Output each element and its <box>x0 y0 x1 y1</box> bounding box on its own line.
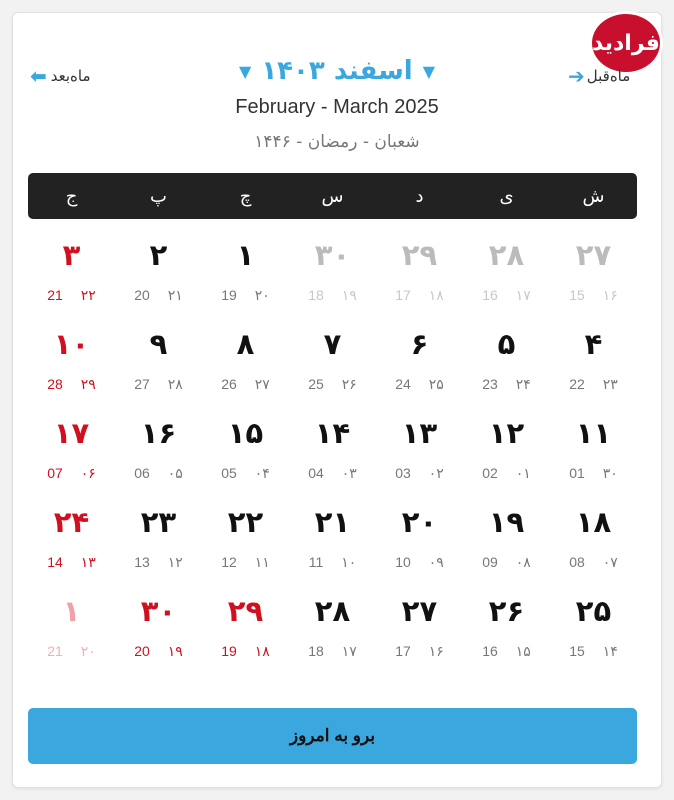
hijri-day-number: ۱۳ <box>80 554 96 570</box>
calendar-day-cell[interactable] <box>202 404 289 493</box>
weekday-label: ج <box>65 185 78 207</box>
gregorian-day-number: 19 <box>221 643 237 659</box>
gregorian-day-number: 17 <box>395 287 411 303</box>
hijri-day-number: ۲۹ <box>80 376 96 392</box>
gregorian-day-number: 18 <box>308 287 324 303</box>
secondary-dates <box>550 376 637 393</box>
solar-day-number: ۱۱ <box>575 416 612 450</box>
solar-day-number: ۲۵ <box>575 594 612 628</box>
solar-day-number: ۲ <box>149 238 168 272</box>
gregorian-day-number: 21 <box>47 287 63 303</box>
hijri-day-number: ۲۵ <box>428 376 444 392</box>
secondary-dates <box>115 465 202 482</box>
secondary-dates <box>463 287 550 304</box>
hijri-day-number: ۲۰ <box>80 643 96 659</box>
gregorian-day-number: 03 <box>395 465 411 481</box>
calendar-day-cell[interactable] <box>376 315 463 404</box>
solar-day-number: ۱۳ <box>401 416 438 450</box>
hijri-day-number: ۱۷ <box>341 643 357 659</box>
chevron-down-icon: ▼ <box>422 61 435 81</box>
calendar-day-cell[interactable] <box>463 315 550 404</box>
gregorian-day-number: 26 <box>221 376 237 392</box>
gregorian-day-number: 21 <box>47 643 63 659</box>
secondary-dates <box>115 643 202 660</box>
gregorian-day-number: 15 <box>569 287 585 303</box>
calendar-day-cell[interactable] <box>202 226 289 315</box>
hijri-day-number: ۲۲ <box>80 287 96 303</box>
hijri-day-number: ۰۴ <box>254 465 270 481</box>
solar-day-number: ۳۰ <box>314 238 351 272</box>
solar-day-number: ۱۴ <box>314 416 351 450</box>
next-month-label: ماه‌بعد <box>50 67 91 85</box>
solar-day-number: ۱۶ <box>140 416 177 450</box>
calendar-day-cell[interactable] <box>115 404 202 493</box>
hijri-day-number: ۲۱ <box>167 287 183 303</box>
hijri-day-number: ۱۶ <box>428 643 444 659</box>
solar-day-number: ۲۸ <box>314 594 351 628</box>
solar-day-number: ۲۶ <box>488 594 525 628</box>
weekday-label: پ <box>150 185 167 207</box>
calendar-day-cell[interactable] <box>28 315 115 404</box>
secondary-dates <box>376 465 463 482</box>
secondary-dates <box>202 287 289 304</box>
calendar-day-cell[interactable] <box>202 582 289 671</box>
gregorian-day-number: 19 <box>221 287 237 303</box>
solar-day-number: ۷ <box>323 327 342 361</box>
calendar-day-cell[interactable] <box>115 493 202 582</box>
gregorian-day-number: 09 <box>482 554 498 570</box>
secondary-dates <box>376 643 463 660</box>
calendar-day-cell[interactable] <box>289 582 376 671</box>
secondary-dates <box>115 287 202 304</box>
month-selector[interactable] <box>0 56 674 86</box>
logo-text: فرادید <box>592 30 660 56</box>
hijri-day-number: ۲۶ <box>341 376 357 392</box>
solar-day-number: ۲۷ <box>401 594 438 628</box>
calendar-day-cell[interactable] <box>28 493 115 582</box>
solar-day-number: ۲۴ <box>53 505 90 539</box>
chevron-down-icon: ▼ <box>239 61 252 81</box>
secondary-dates <box>289 554 376 571</box>
hijri-day-number: ۲۰ <box>254 287 270 303</box>
hijri-day-number: ۱۵ <box>515 643 531 659</box>
hijri-day-number: ۱۷ <box>515 287 531 303</box>
gregorian-day-number: 15 <box>569 643 585 659</box>
hijri-day-number: ۰۲ <box>428 465 444 481</box>
hijri-day-number: ۲۴ <box>515 376 531 392</box>
solar-day-number: ۲۲ <box>227 505 264 539</box>
gregorian-day-number: 12 <box>221 554 237 570</box>
calendar-day-cell[interactable] <box>115 315 202 404</box>
gregorian-day-number: 16 <box>482 287 498 303</box>
secondary-dates <box>463 643 550 660</box>
solar-day-number: ۲۷ <box>575 238 612 272</box>
hijri-day-number: ۱۸ <box>428 287 444 303</box>
calendar-week-row <box>28 582 637 671</box>
gregorian-day-number: 07 <box>47 465 63 481</box>
gregorian-day-number: 18 <box>308 643 324 659</box>
calendar-day-cell[interactable] <box>550 493 637 582</box>
calendar-day-cell[interactable] <box>376 404 463 493</box>
solar-day-number: ۱۲ <box>488 416 525 450</box>
solar-day-number: ۲۳ <box>140 505 177 539</box>
secondary-dates <box>289 287 376 304</box>
gregorian-day-number: 28 <box>47 376 63 392</box>
hijri-day-number: ۰۹ <box>428 554 444 570</box>
solar-day-number: ۲۹ <box>227 594 264 628</box>
secondary-dates <box>463 554 550 571</box>
solar-day-number: ۲۸ <box>488 238 525 272</box>
gregorian-day-number: 13 <box>134 554 150 570</box>
calendar-week-row <box>28 493 637 582</box>
calendar-week-row <box>28 315 637 404</box>
calendar-day-cell[interactable] <box>550 315 637 404</box>
hijri-day-number: ۲۳ <box>602 376 618 392</box>
gregorian-day-number: 11 <box>308 554 324 570</box>
secondary-dates <box>28 554 115 571</box>
calendar-day-cell[interactable] <box>289 315 376 404</box>
calendar-day-cell[interactable] <box>376 582 463 671</box>
weekday-header <box>28 173 637 219</box>
solar-day-number: ۶ <box>410 327 429 361</box>
calendar-day-cell[interactable] <box>28 404 115 493</box>
secondary-dates <box>289 376 376 393</box>
hijri-day-number: ۱۹ <box>167 643 183 659</box>
calendar-day-cell[interactable] <box>550 226 637 315</box>
solar-day-number: ۱۹ <box>488 505 525 539</box>
hijri-day-number: ۲۷ <box>254 376 270 392</box>
calendar-day-cell[interactable] <box>376 493 463 582</box>
calendar-day-cell[interactable] <box>463 404 550 493</box>
secondary-dates <box>550 554 637 571</box>
gregorian-day-number: 14 <box>47 554 63 570</box>
secondary-dates <box>28 287 115 304</box>
secondary-dates <box>463 465 550 482</box>
hijri-day-number: ۰۶ <box>80 465 96 481</box>
calendar-day-cell[interactable] <box>28 582 115 671</box>
calendar-day-cell[interactable] <box>289 493 376 582</box>
solar-day-number: ۳ <box>62 238 81 272</box>
arrow-left-icon: ⬅ <box>30 64 47 88</box>
gregorian-day-number: 06 <box>134 465 150 481</box>
solar-day-number: ۱ <box>62 594 81 628</box>
calendar-day-cell[interactable] <box>550 404 637 493</box>
go-to-today-button[interactable]: برو به امروز <box>28 708 637 764</box>
hijri-day-number: ۱۲ <box>167 554 183 570</box>
hijri-day-number: ۱۰ <box>341 554 357 570</box>
solar-day-number: ۹ <box>149 327 168 361</box>
hijri-day-number: ۰۱ <box>515 465 531 481</box>
calendar-day-cell[interactable] <box>550 582 637 671</box>
secondary-dates <box>115 554 202 571</box>
calendar-week-row <box>28 404 637 493</box>
calendar-day-cell[interactable] <box>202 315 289 404</box>
gregorian-day-number: 05 <box>221 465 237 481</box>
solar-day-number: ۱۷ <box>53 416 90 450</box>
gregorian-day-number: 01 <box>569 465 585 481</box>
solar-day-number: ۸ <box>236 327 255 361</box>
gregorian-day-number: 20 <box>134 287 150 303</box>
secondary-dates <box>202 554 289 571</box>
calendar-day-cell[interactable] <box>289 404 376 493</box>
calendar-day-cell[interactable] <box>115 226 202 315</box>
secondary-dates <box>28 643 115 660</box>
solar-day-number: ۱ <box>236 238 255 272</box>
solar-day-number: ۱۰ <box>53 327 90 361</box>
secondary-dates <box>550 287 637 304</box>
arrow-right-icon: ➔ <box>568 64 585 88</box>
gregorian-day-number: 20 <box>134 643 150 659</box>
secondary-dates <box>202 376 289 393</box>
secondary-dates <box>289 465 376 482</box>
secondary-dates <box>463 376 550 393</box>
secondary-dates <box>376 376 463 393</box>
solar-day-number: ۲۰ <box>401 505 438 539</box>
secondary-dates <box>550 465 637 482</box>
hijri-day-number: ۰۸ <box>515 554 531 570</box>
gregorian-day-number: 23 <box>482 376 498 392</box>
calendar-day-cell[interactable] <box>28 226 115 315</box>
calendar-day-cell[interactable] <box>463 226 550 315</box>
hijri-day-number: ۱۶ <box>602 287 618 303</box>
calendar-week-row <box>28 226 637 315</box>
solar-day-number: ۴ <box>584 327 603 361</box>
month-title: اسفند ۱۴۰۳ <box>261 56 413 86</box>
calendar-day-cell[interactable] <box>115 582 202 671</box>
secondary-dates <box>115 376 202 393</box>
hijri-day-number: ۳۰ <box>602 465 618 481</box>
hijri-day-number: ۲۸ <box>167 376 183 392</box>
gregorian-day-number: 16 <box>482 643 498 659</box>
solar-day-number: ۳۰ <box>140 594 177 628</box>
gregorian-day-number: 25 <box>308 376 324 392</box>
calendar-day-cell[interactable] <box>289 226 376 315</box>
gregorian-day-number: 10 <box>395 554 411 570</box>
hijri-day-number: ۱۱ <box>254 554 270 570</box>
weekday-label: ش <box>582 185 605 207</box>
calendar-day-cell[interactable] <box>463 493 550 582</box>
hijri-day-number: ۱۸ <box>254 643 270 659</box>
weekday-label: س <box>321 185 344 207</box>
gregorian-day-number: 04 <box>308 465 324 481</box>
weekday-label: ی <box>499 185 514 207</box>
weekday-label: چ <box>239 185 252 207</box>
hijri-day-number: ۱۴ <box>602 643 618 659</box>
gregorian-day-number: 02 <box>482 465 498 481</box>
solar-day-number: ۱۵ <box>227 416 264 450</box>
hijri-day-number: ۱۹ <box>341 287 357 303</box>
secondary-dates <box>202 465 289 482</box>
gregorian-day-number: 08 <box>569 554 585 570</box>
calendar-day-cell[interactable] <box>463 582 550 671</box>
hijri-day-number: ۰۵ <box>167 465 183 481</box>
calendar-day-cell[interactable] <box>202 493 289 582</box>
solar-day-number: ۱۸ <box>575 505 612 539</box>
gregorian-day-number: 24 <box>395 376 411 392</box>
calendar-day-cell[interactable] <box>376 226 463 315</box>
calendar-grid <box>28 226 637 671</box>
secondary-dates <box>376 287 463 304</box>
secondary-dates <box>289 643 376 660</box>
solar-day-number: ۲۹ <box>401 238 438 272</box>
hijri-day-number: ۰۷ <box>602 554 618 570</box>
gregorian-range: February - March 2025 <box>235 96 439 118</box>
hijri-day-number: ۰۳ <box>341 465 357 481</box>
secondary-dates <box>202 643 289 660</box>
secondary-dates <box>376 554 463 571</box>
secondary-dates <box>550 643 637 660</box>
hijri-range: شعبان - رمضان - ۱۴۴۶ <box>254 132 420 152</box>
gregorian-day-number: 22 <box>569 376 585 392</box>
weekday-label: د <box>415 185 424 207</box>
solar-day-number: ۵ <box>497 327 516 361</box>
gregorian-day-number: 27 <box>134 376 150 392</box>
gregorian-day-number: 17 <box>395 643 411 659</box>
secondary-dates <box>28 376 115 393</box>
secondary-dates <box>28 465 115 482</box>
prev-month-label: ماه‌قبل <box>586 67 631 85</box>
solar-day-number: ۲۱ <box>314 505 351 539</box>
